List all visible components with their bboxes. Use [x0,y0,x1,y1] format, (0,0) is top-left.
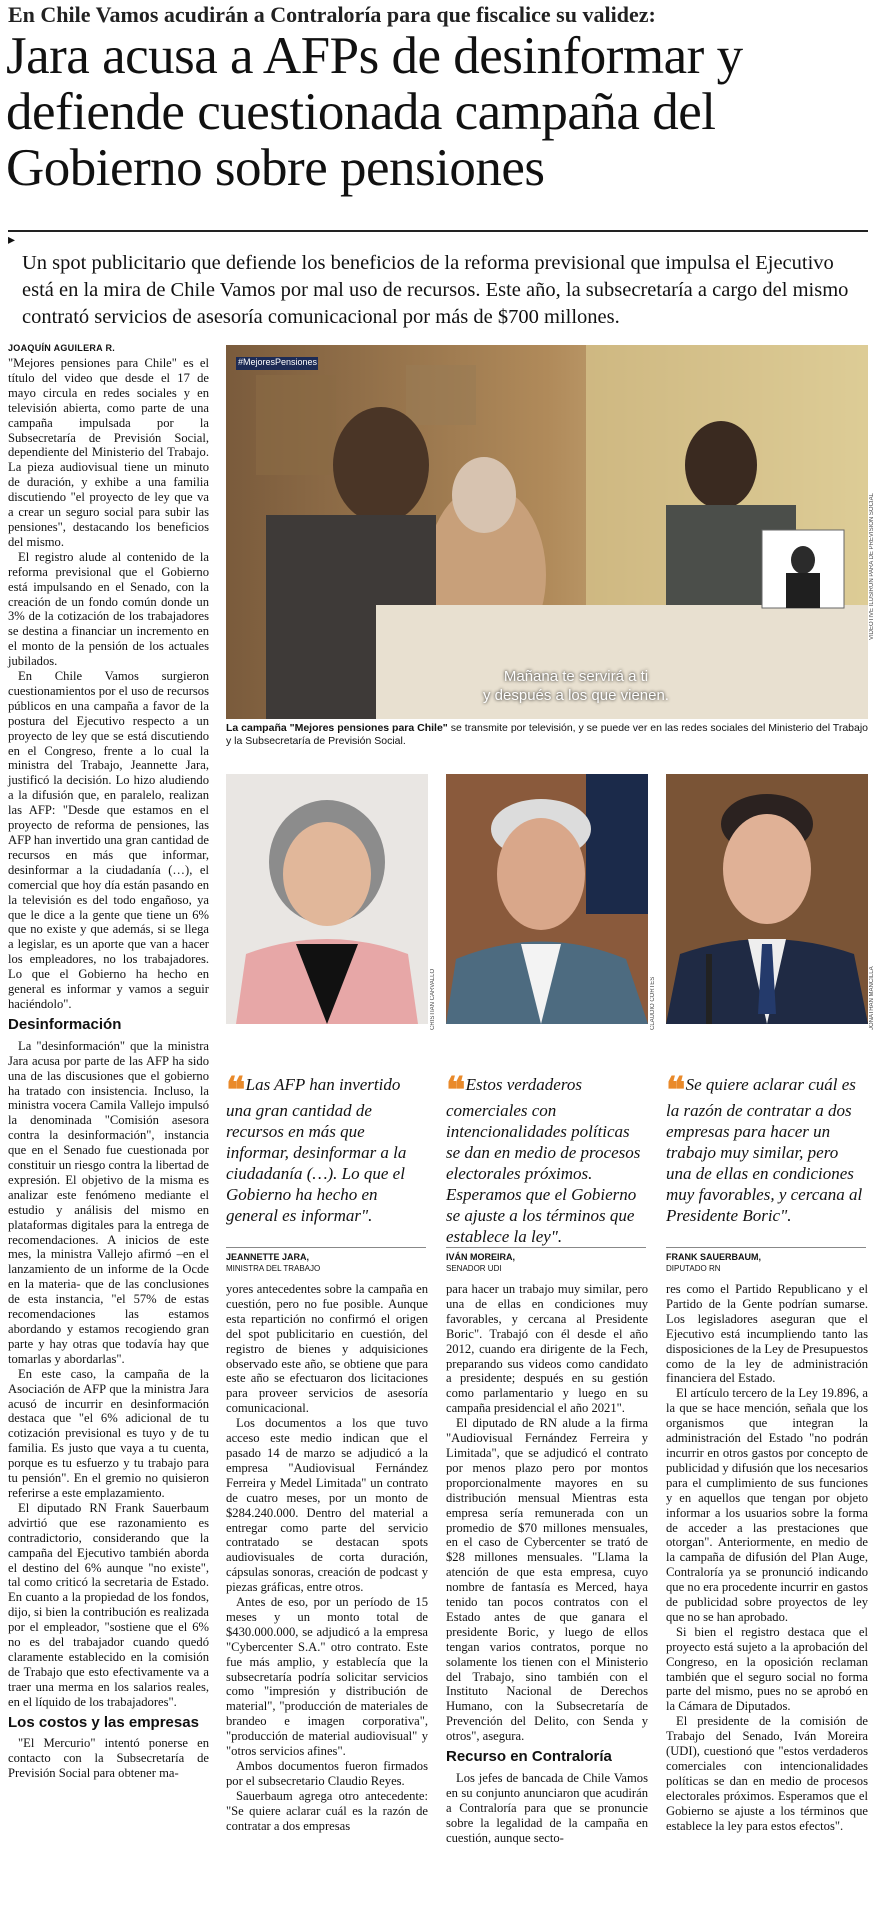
col4-paragraph-3: Si bien el registro destaca que el proyecto está sujeto a la aprobación del Congreso, en la oposición reclaman también que el seguro social no forma parte del mismo, pues no se aprobó en la Cámara de Diputados. [666,1624,868,1714]
video-subtitle-line-2: y después a los que vienen. [483,687,669,704]
quote-role: MINISTRA DEL TRABAJO [226,1264,321,1273]
article-kicker: En Chile Vamos acudirán a Contraloría para que fiscalice su validez: [8,2,656,27]
quote-divider [666,1247,866,1248]
quote-mark-icon: ❝ [446,1069,462,1110]
portrait-sauerbaum-credit: JONATHAN MANCILLA [869,966,875,1030]
caption-bold: La campaña "Mejores pensiones para Chile" [226,722,448,734]
quote-divider [226,1247,426,1248]
pull-quote-moreira [446,1069,646,1247]
text-column-3 [446,1282,648,1846]
pull-quote-jara-text: Las AFP han invertido una gran cantidad de recursos en más que informar, desinformar a la ciudadanía (…). Lo que el Gobierno ha hecho en general es informar". [226,1075,407,1225]
col1-paragraph-1: "Mejores pensiones para Chile" es el título del video que desde el 17 de mayo circula en redes sociales y en televisión abierta, como parte de una campaña impulsada por la Subsecretaría de Previsión Social, dependiente del Ministerio del Trabajo. La pieza audiovisual tiene un minuto de duración, y exhibe a una familia discutiendo "el proyecto de ley que va a crear un seguro social para subir las pensiones", destacando los beneficios del mismo. [8,356,209,549]
pull-quote-sauerbaum [666,1069,866,1226]
quote-divider [446,1247,646,1248]
pull-quote-jara [226,1069,426,1226]
col2-paragraph-1: yores antecedentes sobre la campaña en cuestión, pero no fue posible. Aunque esta repartición no confirmó el origen del spot publicitario en cuestión, del registro de bienes y adquisiciones observado este año, se obtiene que para este año se efectuaron dos licitaciones para proveer servicios de asesoría comunicacional. [226,1282,428,1416]
quote-name: FRANK SAUERBAUM, [666,1252,761,1262]
col2-paragraph-3: Antes de eso, por un período de 15 meses y un monto total de $430.000.000, se adjudicó a la empresa "Cybercenter S.A." otro contrato. Este fue más amplio, y establecía que la subsecretaría podría solicitar servicios como "impresión y distribución de material", "producción de materiales de brandeo e imagen corporativa", "producción de material audiovisual" y "otros servicios afines". [226,1595,428,1759]
portrait-jara-image [226,774,428,1024]
quote-attribution-sauerbaum [666,1252,761,1274]
portrait-sauerbaum [666,774,868,1024]
section-heading-costos: Los costos y las empresas [8,1713,199,1731]
col3-paragraph-3: Los jefes de bancada de Chile Vamos en su conjunto anunciaron que acudirán a Contraloría para que se pronuncie sobre la legalidad de la campaña en cuestión, aunque secto- [446,1771,648,1845]
portrait-sauerbaum-image [666,774,868,1024]
section-heading-desinformacion: Desinformación [8,1015,122,1033]
text-column-4 [666,1282,868,1834]
col1-paragraph-2: El registro alude al contenido de la reforma previsional que el Gobierno está impulsando en el Senado, con la creación de un fondo común donde un 3% de la cotización de los trabajadores se destina a financiar un incremento en el monto de la pensión de los actuales jubilados. [8,549,209,669]
pull-quote-moreira-text: Estos verdaderos comerciales con intencionalidades políticas se dan en medio de procesos electorales próximos. Esperamos que el Gobierno se ajuste a los términos que establece la ley". [446,1075,641,1246]
lead-bullet-icon: ▸ [8,233,16,248]
quote-mark-icon: ❝ [226,1069,242,1110]
quote-name: IVÁN MOREIRA, [446,1252,516,1262]
col4-paragraph-2: El artículo tercero de la Ley 19.896, a la que se hace mención, señala que los organismos que integran la administración del Estado "no podrán incurrir en otros gastos por concepto de publicidad y difusión que los necesarios para el cumplimiento de sus funciones y en aquellos que tengan por objeto informar a los usuarios sobre la forma de acceder a las prestaciones que otorgan". Anteriormente, en medio de la campaña de difusión del Plan Auge, Contraloría ya se pronunció indicando que no era procedente incurrir en gastos de publicidad sobre proyectos de ley que no se han aprobado. [666,1386,868,1624]
headline-divider [8,230,868,232]
col4-paragraph-1: res como el Partido Republicano y el Partido de la Gente podrían sumarse. Los legisladores aseguran que el Ejecutivo está incumpliendo tanto las disposiciones de la Ley de Presupuestos como de la ley de administración financiera del Estado. [666,1282,868,1386]
quote-name: JEANNETTE JARA, [226,1252,310,1262]
col2-paragraph-5: Sauerbaum agrega otro antecedente: "Se quiere aclarar cuál es la razón de contratar a dos empresas [226,1788,428,1833]
main-photo-caption [226,722,868,748]
article-headline: Jara acusa a AFPs de desinformar y defiende cuestionada campaña del Gobierno sobre pensiones [6,27,743,197]
quote-role: DIPUTADO RN [666,1264,721,1273]
col1-paragraph-4: La "desinformación" que la ministra Jara acusa por parte de las AFP ha sido una de las discusiones que el gobierno ha tratado con insistencia. Incluso, la ministra vocera Camila Vallejo impulsó la denominada "Comisión asesora contra la desinformación", instancia que en el Senado fue cuestionada por constituir un riesgo contra la libertad de expresión. El objetivo de la misma es analizar este fenómeno mediante el estudio y análisis del mismo en plataformas digitales para la entrega de recomendaciones. A inicios de este mes, la ministra Vallejo afirmó –en el lanzamiento de un informe de la Ocde en la materia- que de las conclusiones de esta instancia, "el 57% de estas recomendaciones las estamos abordando y estamos recogiendo gran parte y hay otras que todavía hay que tomarlas y abordarlas". [8,1038,209,1366]
quote-attribution-jara [226,1252,320,1274]
main-photo [226,345,868,719]
col1-paragraph-3: En Chile Vamos surgieron cuestionamientos por el uso de recursos públicos en una campaña a favor de la postura del Ejecutivo respecto a un proyecto de ley que se está discutiendo en el Congreso, frente a lo cual la ministra del Trabajo, Jeannette Jara, justificó la decisión. Lo hizo aludiendo a la difusión que, en paralelo, realizan las AFP: "Desde que estamos en el proyecto de reforma de pensiones, las AFP han invertido una gran cantidad de recursos en más que informar, desinformar a la ciudadanía (…), el comercial que hoy día están pasando en la televisión es del todo engañoso, ya que le dice a la gente que tiene un 6% que no existe y que además, si se llega a legislar, es un aporte que van a hacer los empleadores, no los trabajadores. Lo que el Gobierno ha hecho en general es informar y vamos a seguir haciéndolo". [8,669,209,1011]
col4-paragraph-4: El presidente de la comisión de Trabajo del Senado, Iván Moreira (UDI), cuestionó que "estos verdaderos comerciales con intencionalidades políticas se dan en medio de procesos electorales próximos. Esperamos que el Gobierno se ajuste a los términos que establece la ley para estos efectos". [666,1714,868,1833]
portrait-moreira [446,774,648,1024]
caption-text: se transmite por televisión, y se puede ver en las redes sociales del Ministerio del Trabajo y la Subsecretaría de Previsión Social. [226,722,869,747]
section-heading-contraloria: Recurso en Contraloría [446,1748,612,1766]
video-subtitles [426,667,726,705]
campaign-video-still [226,345,868,719]
quote-role: SENADOR UDI [446,1264,502,1273]
article-byline: JOAQUÍN AGUILERA R. [8,343,116,353]
col1-paragraph-6: El diputado RN Frank Sauerbaum advirtió que ese razonamiento es contradictorio, considerando que la campaña del Ejecutivo también aborda el destino del 6% aunque "no existe", tal como criticó la secretaria de Estado. En cuanto a la propiedad de los fondos, dijo, si bien la contribución es realizada por el empleador, "sostiene que el 6% no es del trabajador cuando quedó claramente establecido en la comisión de Trabajo que esto efectivamente va a traer una merma en los salarios reales, en el líquido de los trabajadores". [8,1500,209,1709]
quote-mark-icon: ❝ [666,1069,682,1110]
article-lead: Un spot publicitario que defiende los beneficios de la reforma previsional que impulsa el Ejecutivo está en la mira de Chile Vamos por mal uso de recursos. Este año, la subsecretaría a cargo del mismo contrató servicios de asesoría comunicacional por más de $700 millones. [22,252,849,328]
portrait-moreira-image [446,774,648,1024]
col2-paragraph-4: Ambos documentos fueron firmados por el subsecretario Claudio Reyes. [226,1759,428,1788]
text-column-2 [226,1282,428,1834]
pull-quote-sauerbaum-text: Se quiere aclarar cuál es la razón de contratar a dos empresas para hacer un trabajo muy similar, pero una de ellas en condiciones muy favorables, y cercana al Presidente Boric". [666,1075,863,1225]
main-photo-credit: VIDEOTIVE ILUSIRUN PARA DE PREVISION SOCIAL [869,493,875,640]
portrait-jara-credit: CRISTIAN CARVALLO [430,968,436,1030]
text-column-1 [8,356,209,1781]
portrait-moreira-credit: CLAUDIO CORTES [650,976,656,1030]
col1-paragraph-5: En este caso, la campaña de la Asociación de AFP que la ministra Jara acusó de incurrir en desinformación destaca que "el 6% adicional de tu cotización previsional es tuyo y de tu familia. Es justo que vaya a tu cuenta, porque es tu esfuerzo y tu trabajo para tu pensión". En el gremio no quisieron referirse a este emplazamiento. [8,1366,209,1500]
col3-paragraph-2: El diputado de RN alude a la firma "Audiovisual Fernández Ferreira y Limitada", que se adjudicó el contrato por menos plazo pero por montos proporcionalmente mayores en su distribución mensual Mientras esta empresa sería remunerada con un promedio de $70 millones mensuales, en el caso de Cybercenter se trató de $28 millones mensuales. "Llama la atención de que esta empresa, cuyo nombre de fantasía es Merced, haya tenido tan pocos contratos con el Estado antes de que ganara el presidente Boric, y luego de ellos tengan varios contratos, porque no solamente los tienen con el Ministerio del Trabajo, sino también con el Instituto Nacional de Derechos Humano, con la Subsecretaría de Prevención del Delito, con Senda y otros", asegura. [446,1416,648,1744]
col1-paragraph-7: "El Mercurio" intentó ponerse en contacto con la Subsecretaría de Previsión Social para obtener ma- [8,1736,209,1781]
col2-paragraph-2: Los documentos a los que tuvo acceso este medio indican que el pasado 14 de marzo se adjudicó a la empresa "Audiovisual Fernández Ferreira y Medel Limitada" un contrato de cuatro meses, por un monto de $284.240.000. Dentro del material a entregar como parte del servicio contratado se destacan spots audiovisuales de corta duración, cápsulas sonoras, creación de podcast y piezas gráficas, entre otros. [226,1416,428,1595]
portrait-jara [226,774,428,1024]
video-hashtag: #MejoresPensiones [238,357,318,367]
col3-paragraph-1: para hacer un trabajo muy similar, pero una de ellas en condiciones muy favorables, y cercana al Presidente Boric". Trabajó con él desde el año 2012, cuando era dirigente de la Fech, preparando sus videos como candidato a presidente; después en su gestión como parlamentario y luego en su campaña presidencial el año 2021". [446,1282,648,1416]
quote-attribution-moreira [446,1252,515,1274]
video-subtitle-line-1: Mañana te servirá a ti [503,668,649,685]
